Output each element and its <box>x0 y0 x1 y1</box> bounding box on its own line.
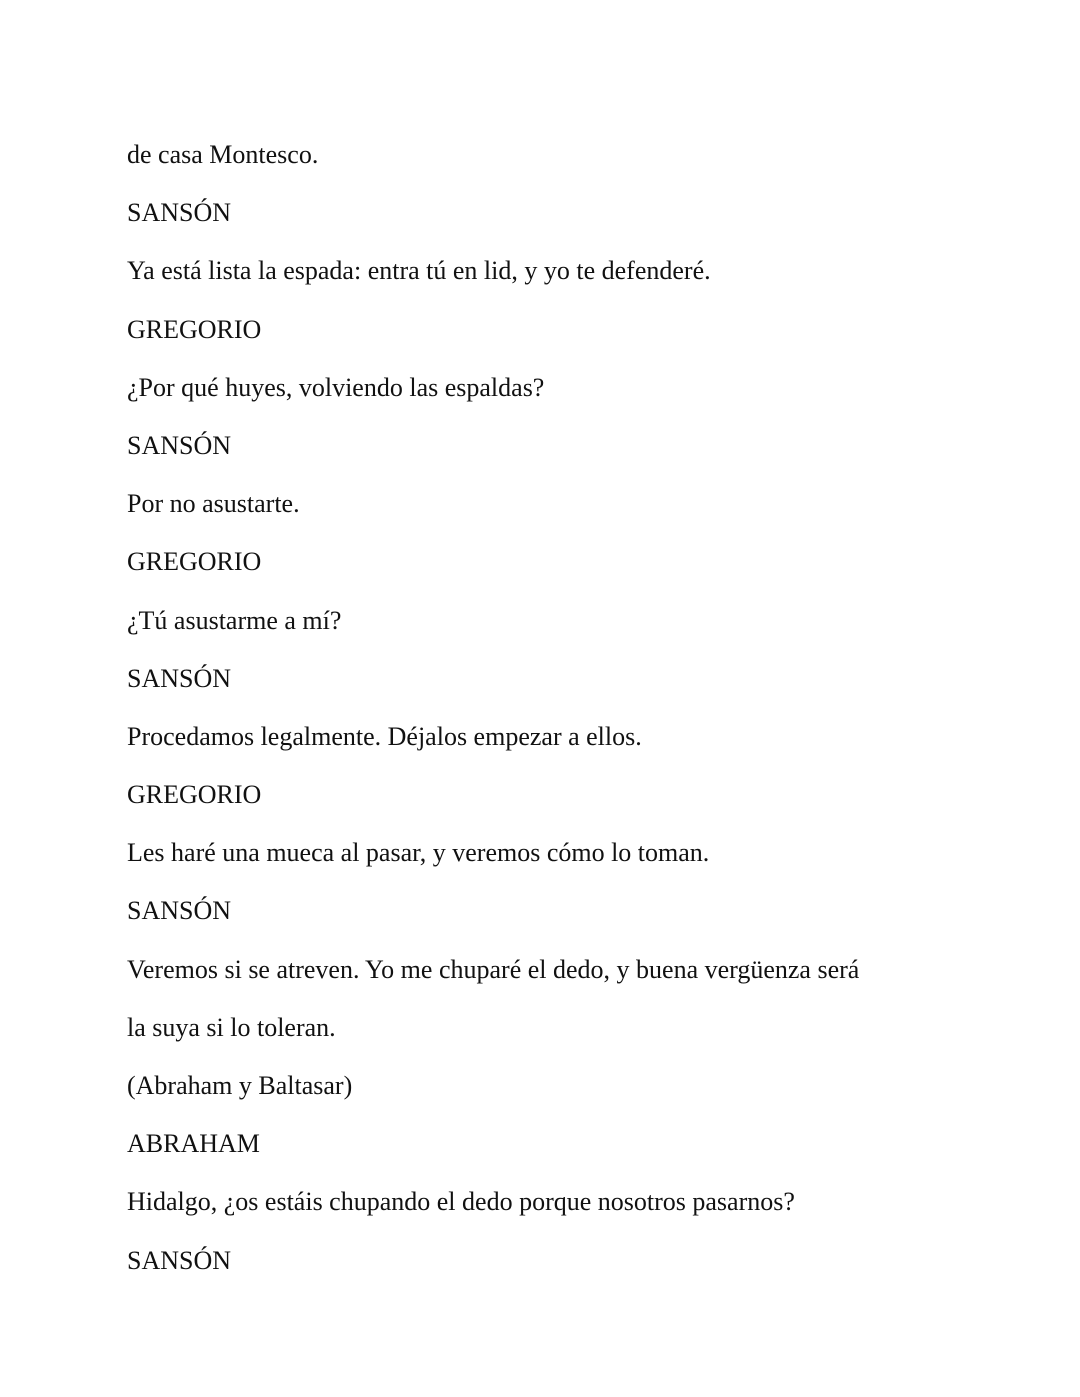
stage-direction: (Abraham y Baltasar) <box>127 1071 353 1100</box>
dialogue-line: Por no asustarte. <box>127 489 300 519</box>
dialogue-line: Hidalgo, ¿os estáis chupando el dedo porque nosotros pasarnos? <box>127 1187 795 1217</box>
dialogue-line: Veremos si se atreven. Yo me chuparé el dedo, y buena vergüenza será <box>127 954 860 984</box>
dialogue-line: ¿Tú asustarme a mí? <box>127 605 342 635</box>
dialogue-line: ¿Por qué huyes, volviendo las espaldas? <box>127 372 545 402</box>
speaker-name: GREGORIO <box>127 547 262 577</box>
dialogue-line: la suya si lo toleran. <box>127 1012 336 1042</box>
speaker-name: SANSÓN <box>127 663 232 693</box>
speaker-name: SANSÓN <box>127 430 232 460</box>
speaker-name: SANSÓN <box>127 896 232 926</box>
speaker-name: GREGORIO <box>127 314 262 344</box>
speaker-name: SANSÓN <box>127 198 232 228</box>
dialogue-line: Ya está lista la espada: entra tú en lid, y yo te defenderé. <box>127 256 711 286</box>
dialogue-line: Les haré una mueca al pasar, y veremos cómo lo toman. <box>127 838 710 868</box>
speaker-name: GREGORIO <box>127 780 262 810</box>
speaker-name: SANSÓN <box>127 1245 232 1275</box>
dialogue-line: Procedamos legalmente. Déjalos empezar a ellos. <box>127 721 642 751</box>
speaker-name: ABRAHAM <box>127 1129 260 1159</box>
play-text <box>127 126 947 1290</box>
dialogue-line: de casa Montesco. <box>127 140 319 169</box>
